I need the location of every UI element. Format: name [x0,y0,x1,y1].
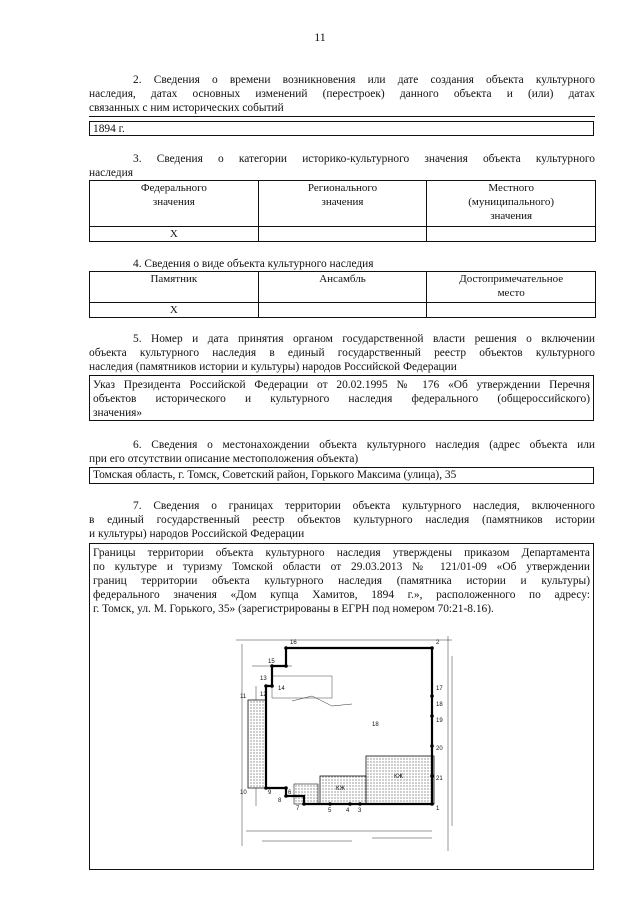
site-context-lines [236,636,452,851]
col-landmark: Достопримечательное место [427,272,596,303]
pt-15: 15 [268,659,275,665]
pt-2: 2 [436,640,440,646]
page-number: 11 [314,30,326,44]
pt-5: 5 [328,808,332,814]
pt-3: 3 [358,808,362,814]
col-local: Местного (муниципального) значения [427,181,596,227]
pt-20: 20 [436,746,443,752]
section-4-heading: 4. Сведения о виде объекта культурного наследия [133,258,374,270]
mark-local [427,227,596,242]
mark-landmark [427,303,596,318]
pt-12: 12 [260,692,267,698]
pt-13: 13 [260,676,267,682]
section-7-heading: 7. Сведения о границах территории объекта культурного наследия, включенного в единый государственный реестр объектов культурного наследия (памятников истории и культуры) народов Российской Федерации [89,500,595,541]
category-table [89,180,596,242]
col-monument: Памятник [90,272,259,303]
col-ensemble: Ансамбль [258,272,427,303]
building-left [248,700,266,788]
building-right [366,756,434,804]
type-table [89,271,596,318]
section-6-value: Томская область, г. Томск, Советский район, Горького Максима (улица), 35 [89,467,594,484]
pt-7: 7 [296,806,300,812]
pt-14: 14 [278,686,285,692]
section-2-value: 1894 г. [89,121,594,136]
col-regional: Регионального значения [258,181,427,227]
section-6-heading: 6. Сведения о местонахождении объекта культурного наследия (адрес объекта или при его отсутствии описание местоположения объекта) [89,439,595,466]
mark-federal: Х [90,227,259,242]
pt-19: 19 [436,718,443,724]
section-7-value: Границы территории объекта культурного наследия утверждены приказом Департамента по культуре и туризму Томской области от 29.03.2013 № 121/01-09 «Об утверждении границ территории объекта культурного наследия (памятника истории и культуры) федерального значения «Дом купца Хамитов, 1894 г.», расположенного по адресу: г. Томск, ул. М. Горького, 35» (зарегистрированы в ЕГРН под номером 70:21-8.16). [89,543,594,870]
pt-8: 8 [278,798,282,804]
section-3-heading: 3. Сведения о категории историко-культурного значения объекта культурного наследия [89,153,595,180]
building-small [294,784,318,804]
pt-4: 4 [346,808,350,814]
mark-regional [258,227,427,242]
pt-9: 9 [268,790,272,796]
pt-18: 18 [436,702,443,708]
pt-16: 16 [290,640,297,646]
pt-11: 11 [240,694,247,700]
col-federal: Федерального значения [90,181,259,227]
boundary-plan-svg [232,626,458,856]
svg-text:18: 18 [372,722,379,728]
pt-10: 10 [240,790,247,796]
mark-monument: Х [90,303,259,318]
pt-1: 1 [436,806,440,812]
pt-17: 17 [436,686,443,692]
section-5-heading: 5. Номер и дата принятия органом государственной власти решения о включении объекта культурного наследия в единый государственный реестр объектов культурного наследия (памятников истории и культуры) народов Российской Федерации [89,333,595,374]
svg-text:КЖ: КЖ [394,774,404,780]
svg-text:КЖ: КЖ [336,786,346,792]
pt-6: 6 [288,790,292,796]
section-5-value: Указ Президента Российской Федерации от 20.02.1995 № 176 «Об утверждении Перечня объектов исторического и культурного наследия федерального (общероссийского) значения» [89,375,594,421]
boundary-plan [232,626,458,856]
section-2-heading: 2. Сведения о времени возникновения или дате создания объекта культурного наследия, датах основных изменений (перестроек) данного объекта и (или) датах связанных с ним исторических событий [89,73,595,117]
mark-ensemble [258,303,427,318]
pt-21: 21 [436,776,443,782]
